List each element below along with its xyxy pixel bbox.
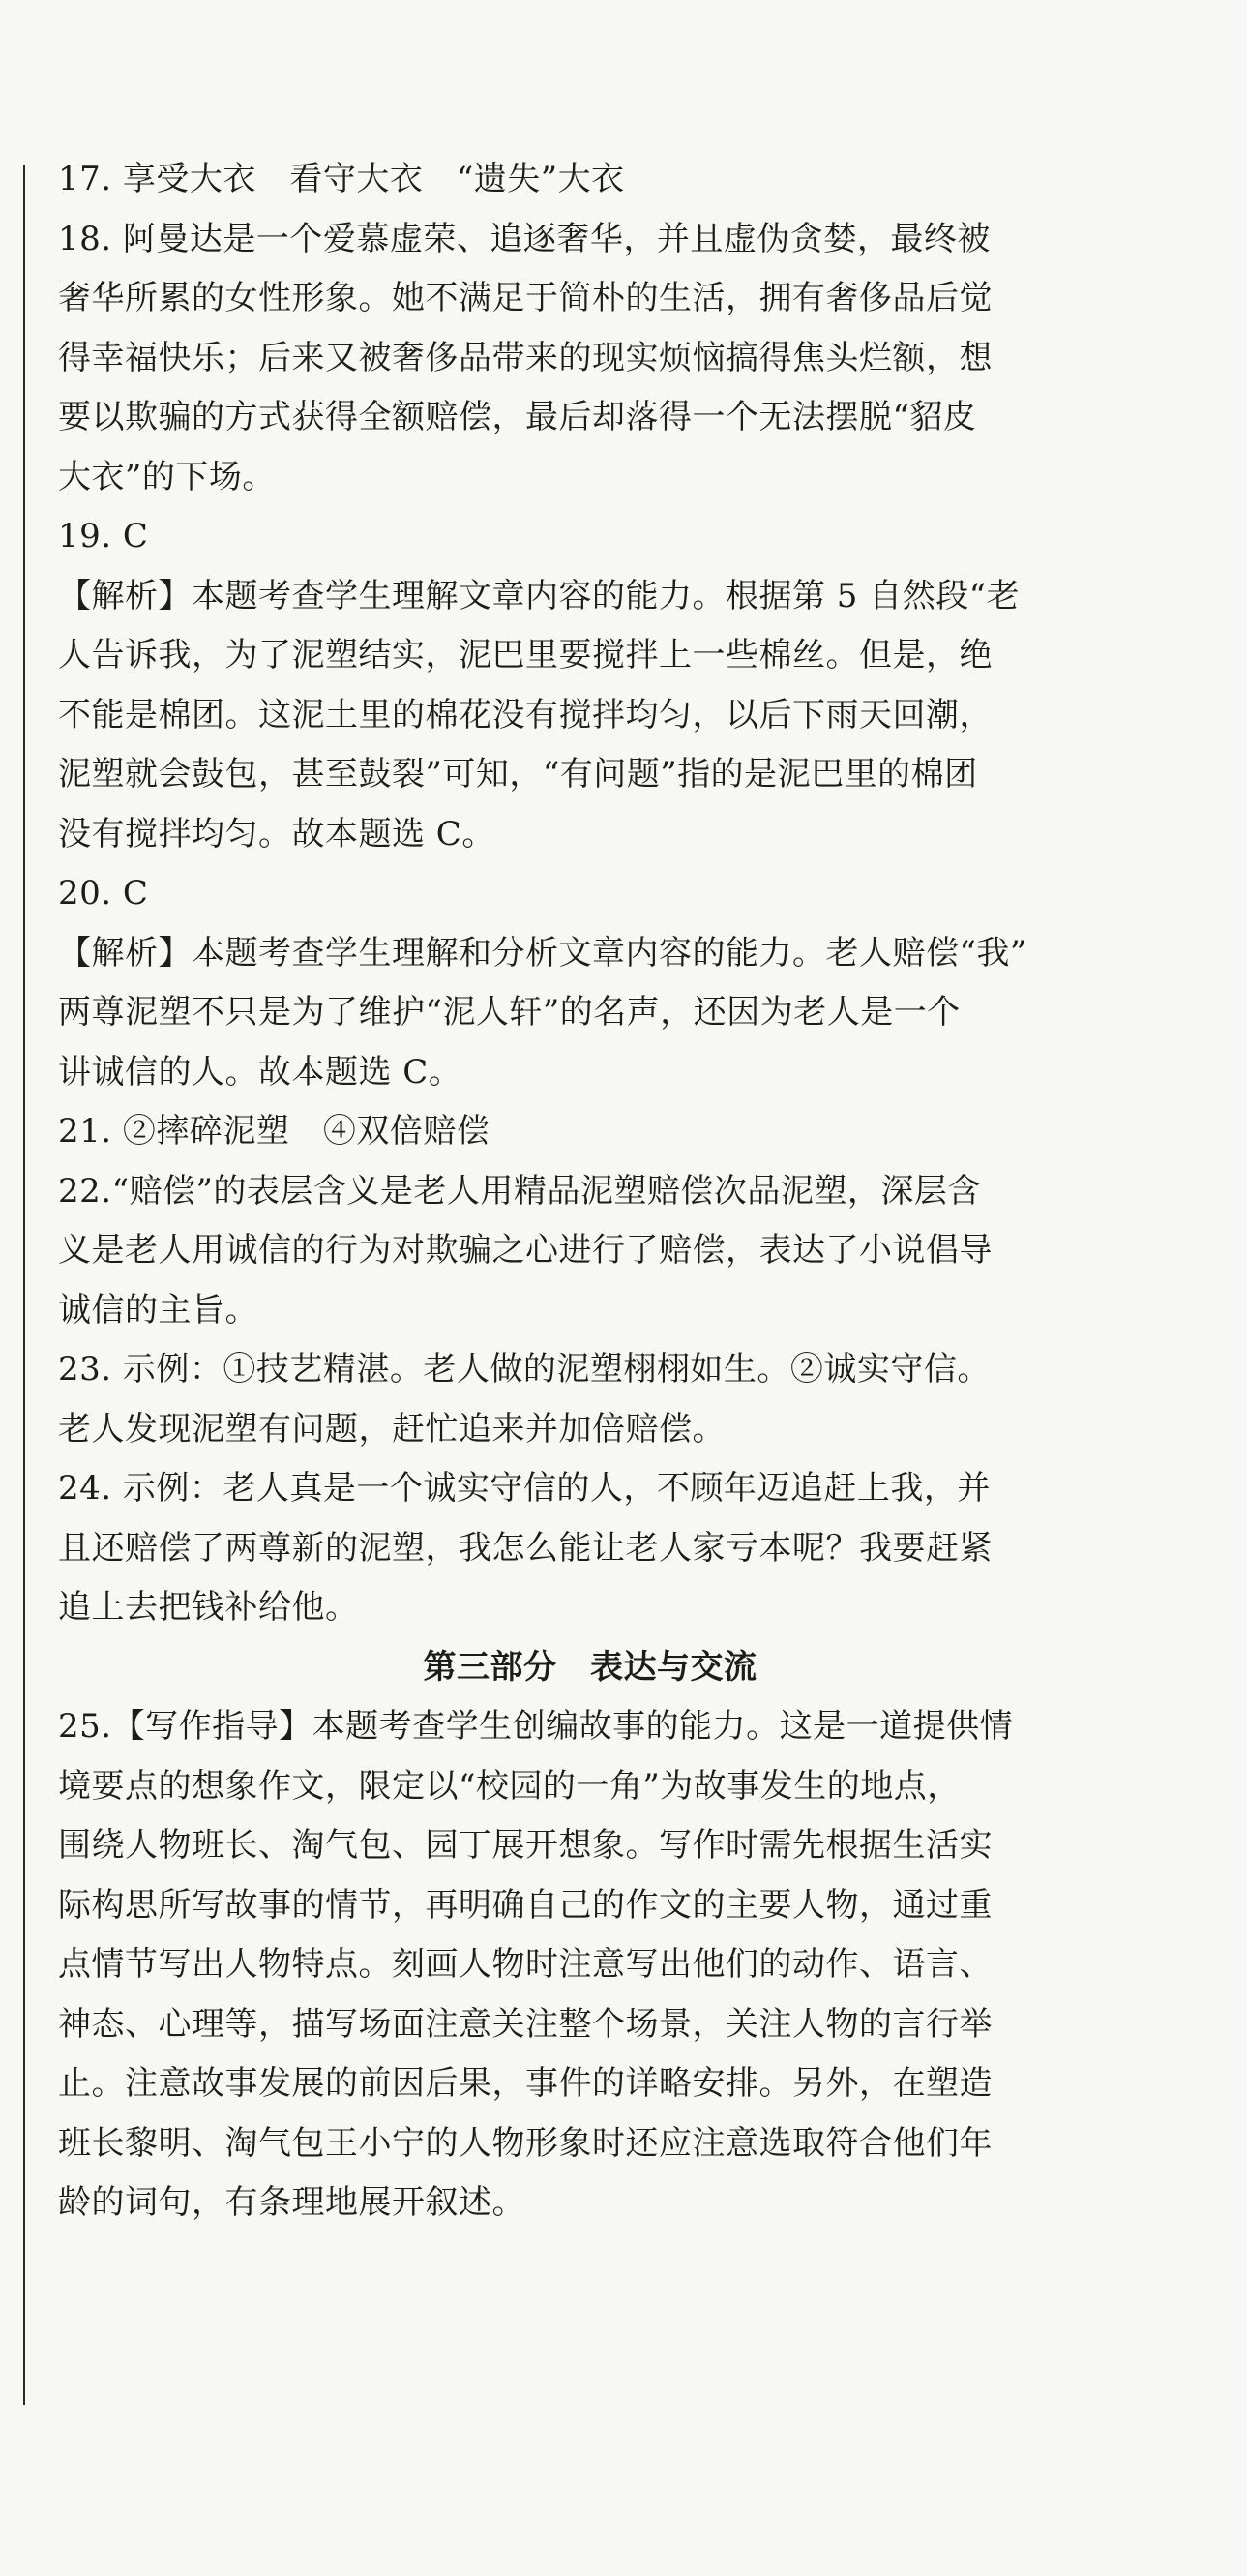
- answer-line-19: 19. C: [58, 517, 149, 555]
- text-line: 且还赔偿了两尊新的泥塑，我怎么能让老人家亏本呢？我要赶紧: [58, 1528, 993, 1568]
- text-line: 龄的词句，有条理地展开叙述。: [58, 2183, 525, 2222]
- text-line: 不能是棉团。这泥土里的棉花没有搅拌均匀，以后下雨天回潮，: [58, 695, 993, 734]
- answer-line-20: 20. C: [58, 874, 149, 913]
- text-line: 义是老人用诚信的行为对欺骗之心进行了赔偿，表达了小说倡导: [58, 1231, 993, 1270]
- answer-line-23: 23. 示例：①技艺精湛。老人做的泥塑栩栩如生。②诚实守信。: [58, 1350, 991, 1389]
- text-line: 泥塑就会鼓包，甚至鼓裂”可知，“有问题”指的是泥巴里的棉团: [58, 755, 978, 794]
- text-line: 人告诉我，为了泥塑结实，泥巴里要搅拌上一些棉丝。但是，绝: [58, 636, 993, 674]
- text-line: 追上去把钱补给他。: [58, 1588, 359, 1627]
- analysis-line: 【解析】本题考查学生理解和分析文章内容的能力。老人赔偿“我”: [58, 933, 1027, 973]
- text-line: 神态、心理等，描写场面注意关注整个场景，关注人物的言行举: [58, 2004, 993, 2044]
- answer-line-17: 17. 享受大衣 看守大衣 “遗失”大衣: [58, 160, 625, 198]
- text-line: 围绕人物班长、淘气包、园丁展开想象。写作时需先根据生活实: [58, 1826, 993, 1865]
- answer-line-21: 21. ②摔碎泥塑 ④双倍赔偿: [58, 1112, 490, 1151]
- answer-line-18: 18. 阿曼达是一个爱慕虚荣、追逐奢华，并且虚伪贪婪，最终被: [58, 219, 991, 258]
- answer-line-25: 25.【写作指导】本题考查学生创编故事的能力。这是一道提供情: [58, 1707, 1014, 1746]
- text-line: 得幸福快乐；后来又被奢侈品带来的现实烦恼搞得焦头烂额，想: [58, 338, 993, 377]
- section-title: 第三部分 表达与交流: [423, 1647, 757, 1687]
- text-line: 止。注意故事发展的前因后果，事件的详略安排。另外，在塑造: [58, 2064, 993, 2103]
- text-line: 老人发现泥塑有问题，赶忙追来并加倍赔偿。: [58, 1409, 726, 1449]
- text-line: 要以欺骗的方式获得全额赔偿，最后却落得一个无法摆脱“貂皮: [58, 398, 977, 436]
- answer-text-block: [58, 150, 1122, 2233]
- text-line: 大衣”的下场。: [58, 457, 276, 496]
- text-line: 讲诚信的人。故本题选 C。: [58, 1052, 462, 1092]
- text-line: 班长黎明、淘气包王小宁的人物形象时还应注意选取符合他们年: [58, 2123, 993, 2163]
- text-line: 际构思所写故事的情节，再明确自己的作文的主要人物，通过重: [58, 1885, 993, 1925]
- text-line: 点情节写出人物特点。刻画人物时注意写出他们的动作、语言、: [58, 1945, 993, 1984]
- text-line: 两尊泥塑不只是为了维护“泥人轩”的名声，还因为老人是一个: [58, 993, 961, 1032]
- analysis-line: 【解析】本题考查学生理解文章内容的能力。根据第 5 自然段“老: [58, 576, 1021, 615]
- text-line: 诚信的主旨。: [58, 1290, 258, 1330]
- text-line: 奢华所累的女性形象。她不满足于简朴的生活，拥有奢侈品后觉: [58, 279, 993, 317]
- text-line: 境要点的想象作文，限定以“校园的一角”为故事发生的地点，: [58, 1766, 961, 1806]
- text-line: 没有搅拌均匀。故本题选 C。: [58, 814, 495, 854]
- answer-line-22: 22.“赔偿”的表层含义是老人用精品泥塑赔偿次品泥塑，深层含: [58, 1171, 981, 1211]
- answer-line-24: 24. 示例：老人真是一个诚实守信的人，不顾年迈追赶上我，并: [58, 1469, 991, 1508]
- left-margin-rule: [23, 165, 25, 2405]
